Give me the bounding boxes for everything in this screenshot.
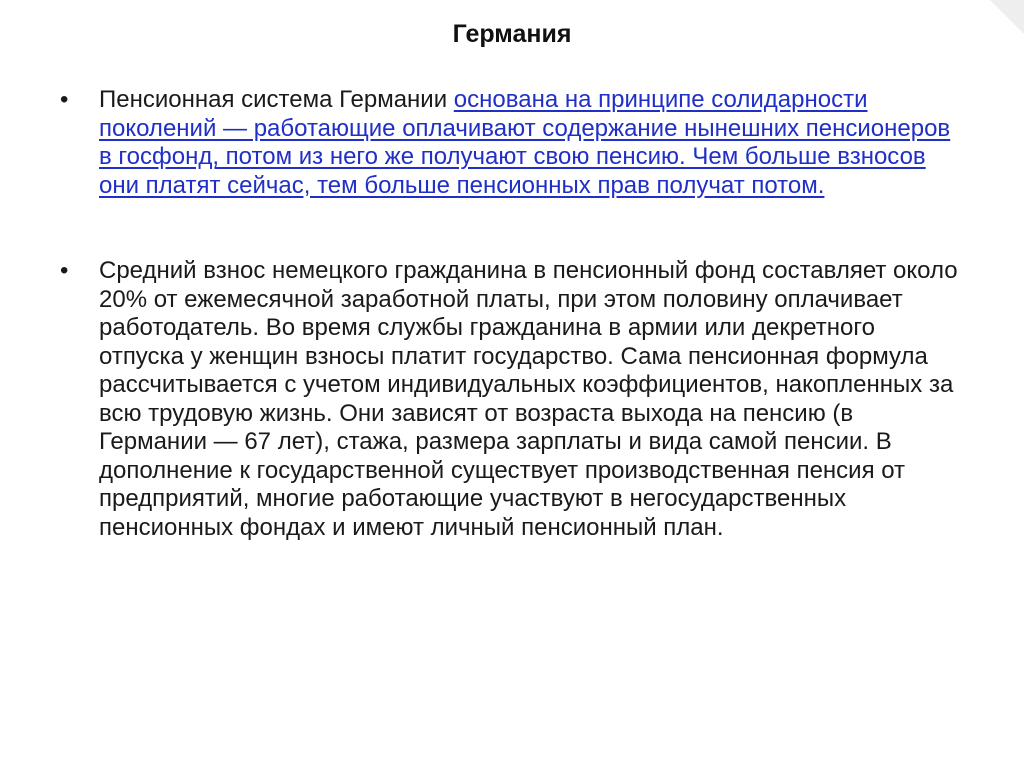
- list-item: [60, 257, 960, 542]
- item-1-text: Пенсионная система Германии: [99, 86, 454, 113]
- bullet-icon: •: [60, 257, 69, 284]
- bullet-list: [60, 86, 960, 542]
- slide-title: Германия: [452, 20, 572, 48]
- item-1-link[interactable]: основана на принципе солидарности поколений — работающие оплачивают содержание нынешних пенсионеров в госфонд, потом из него же получают свою пенсию. Чем больше взносов они платят сейчас, тем больше пенсионных прав получат потом.: [99, 86, 951, 199]
- item-2-text: Средний взнос немецкого гражданина в пенсионный фонд составляет около 20% от ежемесячной заработной платы, при этом половину оплачивает работодатель. Во время службы гражданина в армии или декретного отпуска у женщин взносы платит государство. Сама пенсионная формула рассчитывается с учетом индивидуальных коэффициентов, накопленных за всю трудовую жизнь. Они зависят от возраста выхода на пенсию (в Германии — 67 лет), стажа, размера зарплаты и вида самой пенсии. В дополнение к государственной существует производственная пенсия от предприятий, многие работающие участвуют в негосударственных пенсионных фондах и имеют личный пенсионный план.: [99, 257, 958, 541]
- list-item: [60, 86, 960, 200]
- bullet-icon: •: [60, 86, 69, 113]
